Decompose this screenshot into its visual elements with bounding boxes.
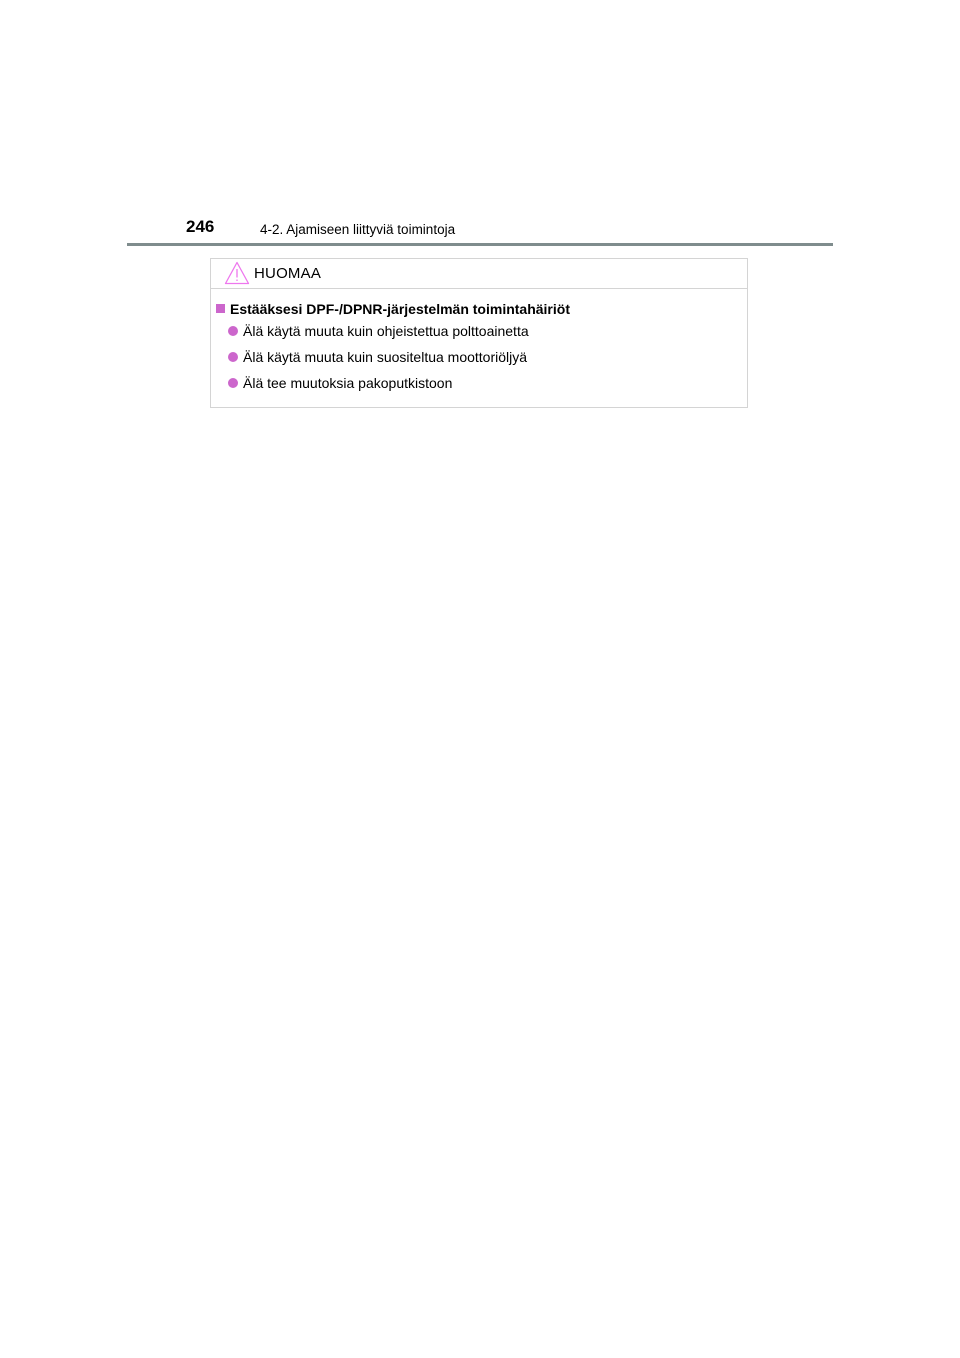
list-item <box>228 348 529 374</box>
dot-bullet-icon <box>228 326 238 336</box>
notice-bullet-list <box>228 322 529 400</box>
page-number: 246 <box>186 217 215 236</box>
notice-heading-text: Estääksesi DPF-/DPNR-järjestelmän toimintahäiriöt <box>230 301 570 317</box>
notice-title: HUOMAA <box>254 265 322 282</box>
list-item <box>228 374 529 400</box>
notice-header <box>211 259 747 289</box>
notice-box <box>210 258 748 408</box>
dot-bullet-icon <box>228 352 238 362</box>
square-bullet-icon <box>216 304 225 313</box>
dot-bullet-icon <box>228 378 238 388</box>
list-item-text: Älä käytä muuta kuin suositeltua moottoriöljyä <box>243 349 528 365</box>
warning-triangle-icon <box>224 261 250 285</box>
section-title: 4-2. Ajamiseen liittyviä toimintoja <box>260 222 456 237</box>
list-item-text: Älä käytä muuta kuin ohjeistettua polttoainetta <box>243 323 529 339</box>
list-item-text: Älä tee muutoksia pakoputkistoon <box>243 375 453 391</box>
notice-heading <box>216 300 570 318</box>
header-rule <box>127 243 833 246</box>
page-header <box>127 212 833 248</box>
list-item <box>228 322 529 348</box>
